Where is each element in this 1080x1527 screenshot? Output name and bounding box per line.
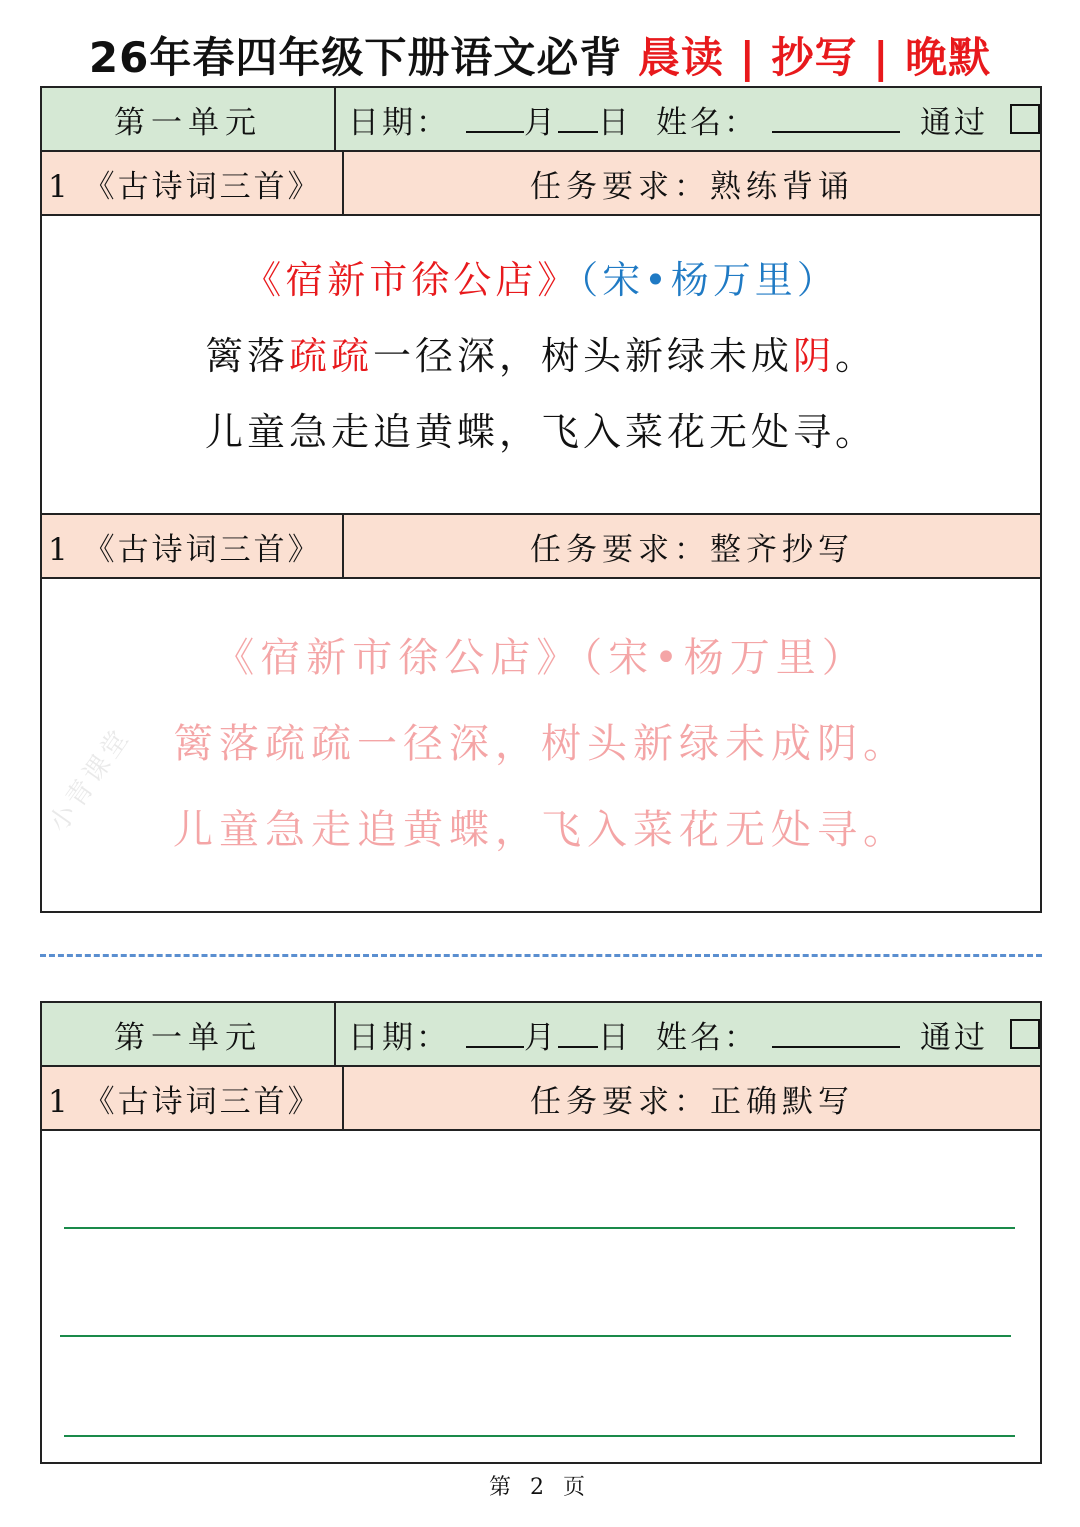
month-label: 月 — [524, 104, 558, 141]
trace-line-2: 儿童急走追黄蝶，飞入菜花无处寻。 — [173, 807, 909, 853]
poem-title: 《宿新市徐公店》 — [243, 258, 580, 302]
lesson-label: 1 《古诗词三首》 — [42, 152, 344, 214]
pass-checkbox[interactable] — [1010, 1019, 1040, 1049]
title-main: 26年春四年级下册语文必背 — [88, 33, 623, 82]
task-row-dictation — [42, 1067, 1040, 1131]
poem-text: 篱落 — [204, 334, 289, 378]
trace-title-line — [42, 615, 1040, 701]
month-label: 月 — [524, 1019, 558, 1056]
poem-title-line — [42, 242, 1040, 318]
lesson-label: 1 《古诗词三首》 — [42, 1067, 344, 1129]
lesson-label: 1 《古诗词三首》 — [42, 515, 344, 577]
pass-label: 通过 — [920, 104, 988, 141]
unit-label: 第一单元 — [42, 88, 336, 150]
date-label: 日期： — [348, 1019, 450, 1056]
poem-highlight: 阴 — [793, 334, 836, 378]
name-label: 姓名： — [656, 1019, 758, 1056]
day-label: 日 — [598, 1019, 632, 1056]
name-field[interactable] — [772, 1020, 900, 1048]
trace-title: 《宿新市徐公店》 — [214, 635, 583, 681]
writing-line-1[interactable] — [64, 1227, 1015, 1229]
date-name-info — [336, 1003, 1040, 1065]
task-requirement: 任务要求：正确默写 — [530, 1083, 854, 1120]
writing-line-3[interactable] — [64, 1435, 1015, 1437]
month-field[interactable] — [466, 105, 524, 133]
trace-line-1: 篱落疏疏一径深，树头新绿未成阴。 — [173, 721, 909, 767]
task-requirement: 任务要求：熟练背诵 — [530, 168, 854, 205]
header-row — [42, 88, 1040, 152]
poem-line-1 — [42, 318, 1040, 394]
title-accent: 晨读 | 抄写 | 晚默 — [637, 33, 992, 82]
recite-copy-block — [40, 86, 1042, 913]
name-label: 姓名： — [656, 104, 758, 141]
pass-checkbox[interactable] — [1010, 104, 1040, 134]
poem-highlight: 疏疏 — [288, 334, 373, 378]
task-row-recite — [42, 152, 1040, 216]
header-row — [42, 1003, 1040, 1067]
date-label: 日期： — [348, 104, 450, 141]
poem-trace — [42, 579, 1040, 873]
watermark: 小青课堂 — [43, 722, 137, 838]
day-field[interactable] — [558, 1020, 598, 1048]
month-field[interactable] — [466, 1020, 524, 1048]
dictation-block — [40, 1001, 1042, 1464]
task-requirement: 任务要求：整齐抄写 — [530, 531, 854, 568]
name-field[interactable] — [772, 105, 900, 133]
date-name-info — [336, 88, 1040, 150]
page-title — [0, 28, 1080, 88]
page-number: 第 2 页 — [489, 1475, 591, 1500]
cut-line — [40, 954, 1042, 957]
poem-line-2: 儿童急走追黄蝶，飞入菜花无处寻。 — [204, 410, 877, 454]
unit-label: 第一单元 — [42, 1003, 336, 1065]
poem-text: 。 — [835, 334, 878, 378]
poem-text: 一径深，树头新绿未成 — [372, 334, 793, 378]
trace-author: （宋•杨万里） — [582, 635, 868, 681]
day-label: 日 — [598, 104, 632, 141]
writing-line-2[interactable] — [60, 1335, 1011, 1337]
poem-recite — [42, 216, 1040, 515]
day-field[interactable] — [558, 105, 598, 133]
poem-author: （宋•杨万里） — [579, 258, 839, 302]
task-row-copy — [42, 515, 1040, 579]
pass-label: 通过 — [920, 1019, 988, 1056]
